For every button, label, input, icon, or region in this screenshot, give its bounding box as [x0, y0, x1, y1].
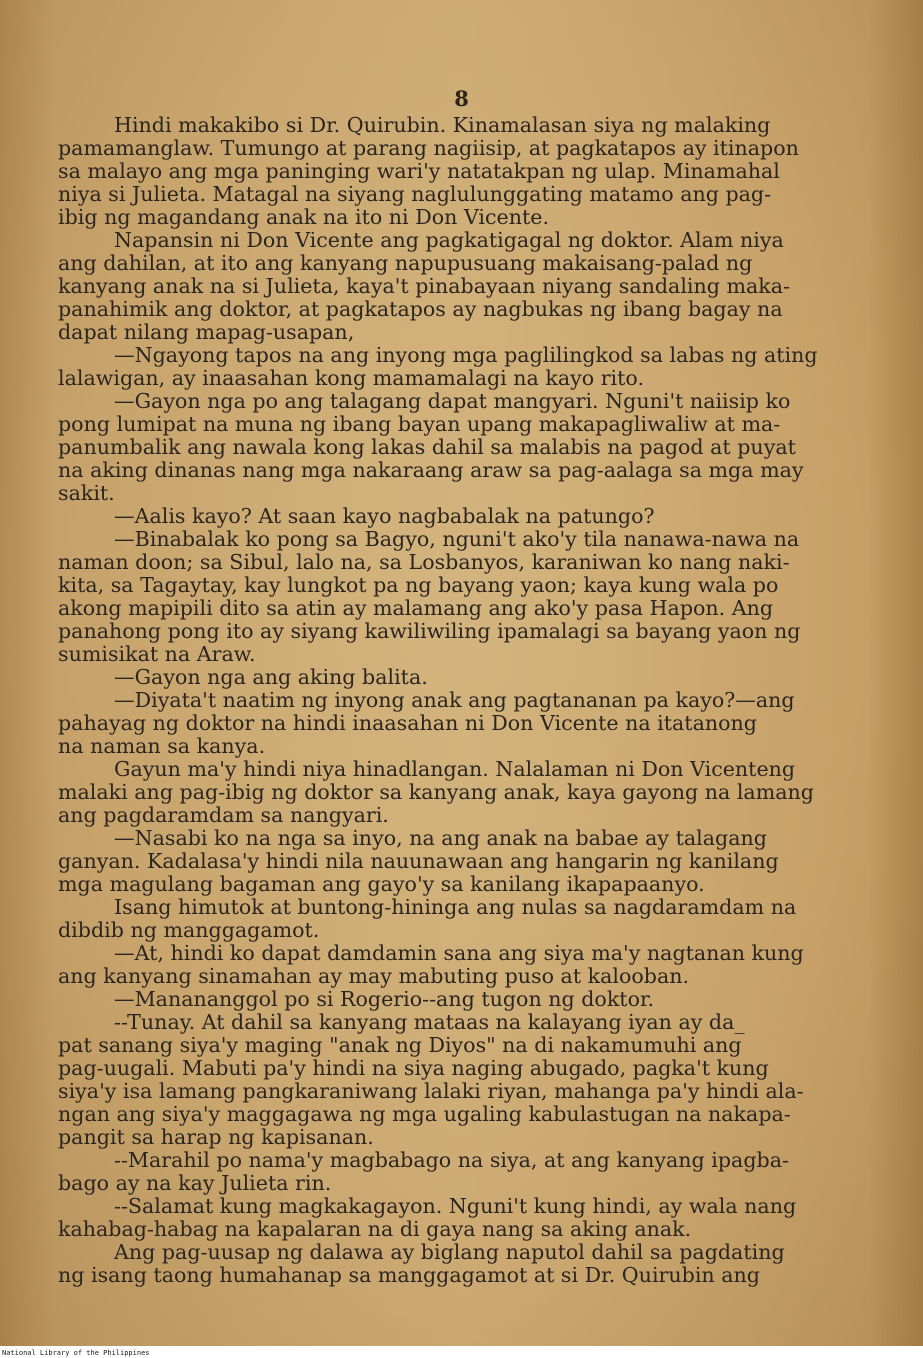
- text-line: --Tunay. At dahil sa kanyang mataas na kalayang iyan ay da_: [114, 1011, 745, 1034]
- text-line: pong lumipat na muna ng ibang bayan upang makapagliwaliw at ma-: [58, 413, 781, 436]
- text-line: Gayun ma'y hindi niya hinadlangan. Nalalaman ni Don Vicenteng: [114, 758, 796, 781]
- text-line: ang kanyang sinamahan ay may mabuting puso at kalooban.: [58, 965, 690, 988]
- text-line: Hindi makakibo si Dr. Quirubin. Kinamalasan siya ng malaking: [114, 114, 771, 137]
- text-line: sakit.: [58, 482, 115, 505]
- text-line: pamamanglaw. Tumungo at parang nagiisip, at pagkatapos ay itinapon: [58, 137, 799, 160]
- text-line: pahayag ng doktor na hindi inaasahan ni Don Vicente na itatanong: [58, 712, 757, 735]
- text-line: —Aalis kayo? At saan kayo nagbabalak na patungo?: [114, 505, 655, 528]
- text-line: ang dahilan, at ito ang kanyang napupusuang makaisang-palad ng: [58, 252, 753, 275]
- text-line: —Ngayong tapos na ang inyong mga paglilingkod sa labas ng ating: [114, 344, 818, 367]
- text-line: ngan ang siya'y maggagawa ng mga ugaling kabulastugan na nakapa-: [58, 1103, 791, 1126]
- text-line: —Manananggol po si Rogerio--ang tugon ng doktor.: [114, 988, 655, 1011]
- text-line: na aking dinanas nang mga nakaraang araw sa pag-aalaga sa mga may: [58, 459, 804, 482]
- text-line: ganyan. Kadalasa'y hindi nila nauunawaan ang hangarin ng kanilang: [58, 850, 779, 873]
- text-line: pangit sa harap ng kapisanan.: [58, 1126, 374, 1149]
- text-line: Isang himutok at buntong-hininga ang nulas sa nagdaramdam na: [114, 896, 797, 919]
- footer-credit: National Library of the Philippines: [2, 1349, 150, 1357]
- text-line: —Diyata't naatim ng inyong anak ang pagtananan pa kayo?—ang: [114, 689, 795, 712]
- text-line: na naman sa kanya.: [58, 735, 266, 758]
- text-line: lalawigan, ay inaasahan kong mamamalagi na kayo rito.: [58, 367, 644, 390]
- text-line: pag-uugali. Mabuti pa'y hindi na siya naging abugado, pagka't kung: [58, 1057, 769, 1080]
- text-line: panahimik ang doktor, at pagkatapos ay nagbukas ng ibang bagay na: [58, 298, 783, 321]
- text-line: bago ay na kay Julieta rin.: [58, 1172, 332, 1195]
- text-line: —Binabalak ko pong sa Bagyo, nguni't ako'y tila nanawa-nawa na: [114, 528, 800, 551]
- body-text: [58, 114, 880, 1287]
- page-number: 8: [454, 86, 469, 111]
- text-line: naman doon; sa Sibul, lalo na, sa Losbanyos, karaniwan ko nang naki-: [58, 551, 790, 574]
- text-line: malaki ang pag-ibig ng doktor sa kanyang anak, kaya gayong na lamang: [58, 781, 814, 804]
- text-line: --Salamat kung magkakagayon. Nguni't kung hindi, ay wala nang: [114, 1195, 797, 1218]
- text-line: kahabag-habag na kapalaran na di gaya nang sa aking anak.: [58, 1218, 692, 1241]
- text-line: panumbalik ang nawala kong lakas dahil sa malabis na pagod at puyat: [58, 436, 796, 459]
- text-line: ang pagdaramdam sa nangyari.: [58, 804, 389, 827]
- text-line: —Nasabi ko na nga sa inyo, na ang anak na babae ay talagang: [114, 827, 767, 850]
- text-line: sumisikat na Araw.: [58, 643, 256, 666]
- text-line: dibdib ng manggagamot.: [58, 919, 320, 942]
- text-line: —Gayon nga po ang talagang dapat mangyari. Nguni't naiisip ko: [114, 390, 791, 413]
- text-line: sa malayo ang mga paninging wari'y natatakpan ng ulap. Minamahal: [58, 160, 780, 183]
- text-line: niya si Julieta. Matagal na siyang naglulunggating matamo ang pag-: [58, 183, 772, 206]
- text-line: akong mapipili dito sa atin ay malamang ang ako'y pasa Hapon. Ang: [58, 597, 774, 620]
- text-line: ng isang taong humahanap sa manggagamot at si Dr. Quirubin ang: [58, 1264, 760, 1287]
- text-line: Ang pag-uusap ng dalawa ay biglang naputol dahil sa pagdating: [114, 1241, 785, 1264]
- text-line: dapat nilang mapag-usapan,: [58, 321, 355, 344]
- text-line: --Marahil po nama'y magbabago na siya, at ang kanyang ipagba-: [114, 1149, 789, 1172]
- text-line: siya'y isa lamang pangkaraniwang lalaki riyan, mahanga pa'y hindi ala-: [58, 1080, 804, 1103]
- text-line: ibig ng magandang anak na ito ni Don Vicente.: [58, 206, 550, 229]
- text-line: kanyang anak na si Julieta, kaya't pinabayaan niyang sandaling maka-: [58, 275, 791, 298]
- text-line: pat sanang siya'y maging "anak ng Diyos" na di nakamumuhi ang: [58, 1034, 742, 1057]
- text-line: mga magulang bagaman ang gayo'y sa kanilang ikapapaanyo.: [58, 873, 705, 896]
- text-line: kita, sa Tagaytay, kay lungkot pa ng bayang yaon; kaya kung wala po: [58, 574, 779, 597]
- text-line: Napansin ni Don Vicente ang pagkatigagal ng doktor. Alam niya: [114, 229, 784, 252]
- text-line: —Gayon nga ang aking balita.: [114, 666, 428, 689]
- text-line: panahong pong ito ay siyang kawiliwiling ipamalagi sa bayang yaon ng: [58, 620, 801, 643]
- text-line: —At, hindi ko dapat damdamin sana ang siya ma'y nagtanan kung: [114, 942, 804, 965]
